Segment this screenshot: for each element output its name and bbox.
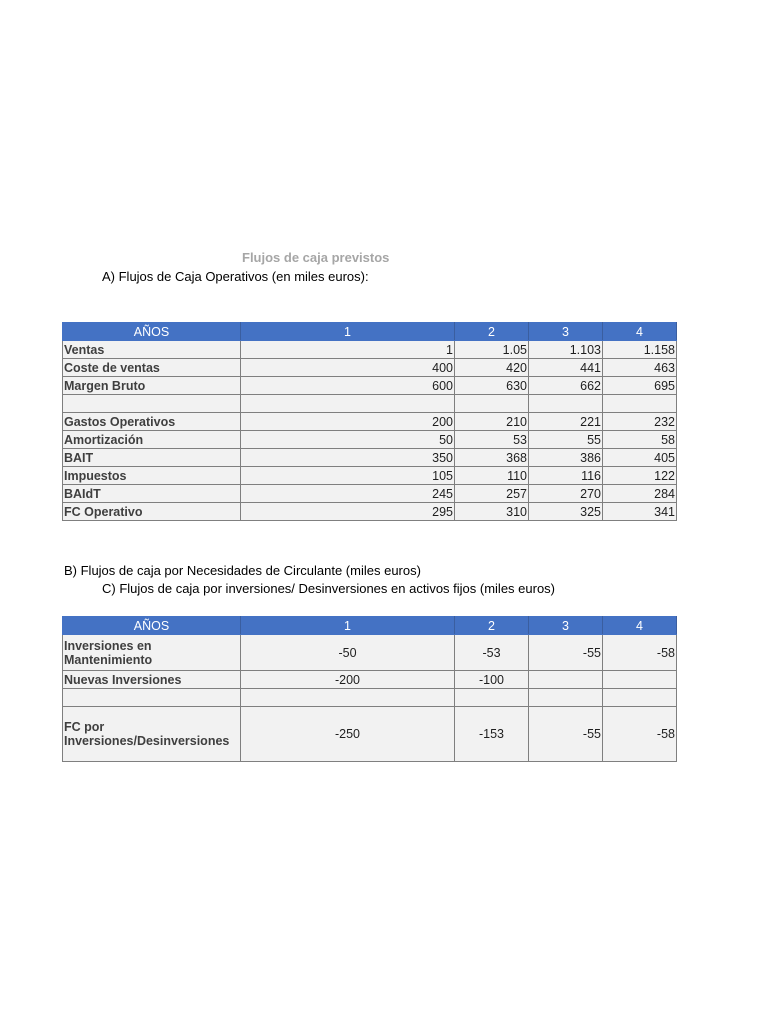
table-cell: -200 [241, 671, 455, 689]
table-cell [603, 671, 677, 689]
table-cell: -250 [241, 707, 455, 762]
table-row [63, 503, 677, 521]
table-cell: 58 [603, 431, 677, 449]
table-cell [603, 395, 677, 413]
row-label: BAIdT [63, 485, 241, 503]
table-cell: 116 [529, 467, 603, 485]
table-cell: 341 [603, 503, 677, 521]
section-c-heading: C) Flujos de caja por inversiones/ Desinversiones en activos fijos (miles euros) [102, 581, 556, 596]
section-b-heading: B) Flujos de caja por Necesidades de Circulante (miles euros) [64, 563, 421, 578]
row-label: Nuevas Inversiones [63, 671, 241, 689]
table-cell: -55 [529, 635, 603, 671]
table-cell [455, 395, 529, 413]
table-cell: 630 [455, 377, 529, 395]
table-row [63, 707, 677, 762]
header-cell: 4 [603, 323, 677, 341]
table-row [63, 377, 677, 395]
header-cell: 3 [529, 617, 603, 635]
row-label [63, 689, 241, 707]
table-cell [603, 689, 677, 707]
table-cell: -58 [603, 635, 677, 671]
table-row [63, 359, 677, 377]
table-cell: 420 [455, 359, 529, 377]
table-cell: 441 [529, 359, 603, 377]
row-label: FC por Inversiones/Desinversiones [63, 707, 241, 762]
table-cell: 310 [455, 503, 529, 521]
table-cell: 270 [529, 485, 603, 503]
page-title: Flujos de caja previstos [242, 250, 390, 265]
table-cell: 110 [455, 467, 529, 485]
table-cell: 245 [241, 485, 455, 503]
row-label: FC Operativo [63, 503, 241, 521]
row-label: Coste de ventas [63, 359, 241, 377]
table-cell: -153 [455, 707, 529, 762]
table-cell: 386 [529, 449, 603, 467]
table-cell: 295 [241, 503, 455, 521]
table-row [63, 467, 677, 485]
row-label: Amortización [63, 431, 241, 449]
table-row [63, 635, 677, 671]
operating-cash-flow-table [62, 322, 677, 521]
row-label: Gastos Operativos [63, 413, 241, 431]
row-label [63, 395, 241, 413]
table-row-empty [63, 395, 677, 413]
table-cell: 221 [529, 413, 603, 431]
table-row [63, 485, 677, 503]
table-cell [529, 689, 603, 707]
table-cell: -53 [455, 635, 529, 671]
table-cell: -100 [455, 671, 529, 689]
header-cell: AÑOS [63, 323, 241, 341]
table-cell: 55 [529, 431, 603, 449]
header-cell: 2 [455, 323, 529, 341]
table-cell: 53 [455, 431, 529, 449]
table-cell: 232 [603, 413, 677, 431]
section-a-heading: A) Flujos de Caja Operativos (en miles euros): [102, 269, 369, 284]
header-cell: AÑOS [63, 617, 241, 635]
table-cell: 463 [603, 359, 677, 377]
table-cell: 350 [241, 449, 455, 467]
row-label: Inversiones en Mantenimiento [63, 635, 241, 671]
table-cell: -55 [529, 707, 603, 762]
header-cell: 3 [529, 323, 603, 341]
table-cell: 210 [455, 413, 529, 431]
table-cell: 50 [241, 431, 455, 449]
table-cell: 325 [529, 503, 603, 521]
table-cell [455, 689, 529, 707]
table-cell: 1.158 [603, 341, 677, 359]
table-cell: 1 [241, 341, 455, 359]
header-cell: 4 [603, 617, 677, 635]
row-label: Margen Bruto [63, 377, 241, 395]
table-row [63, 671, 677, 689]
table-row [63, 449, 677, 467]
table-cell: 122 [603, 467, 677, 485]
header-cell: 1 [241, 323, 455, 341]
table-cell: 695 [603, 377, 677, 395]
table-row-empty [63, 689, 677, 707]
row-label: Impuestos [63, 467, 241, 485]
table-row [63, 341, 677, 359]
table-cell: 405 [603, 449, 677, 467]
table-cell: 662 [529, 377, 603, 395]
table-cell: -58 [603, 707, 677, 762]
table-cell: -50 [241, 635, 455, 671]
table-cell: 368 [455, 449, 529, 467]
table-cell: 200 [241, 413, 455, 431]
table-cell: 105 [241, 467, 455, 485]
header-cell: 2 [455, 617, 529, 635]
header-cell: 1 [241, 617, 455, 635]
table-header-row [63, 617, 677, 635]
table-row [63, 413, 677, 431]
table-cell: 257 [455, 485, 529, 503]
table-header-row [63, 323, 677, 341]
table-cell [241, 689, 455, 707]
investment-cash-flow-table [62, 616, 677, 762]
row-label: BAIT [63, 449, 241, 467]
table-cell: 600 [241, 377, 455, 395]
table-cell [529, 671, 603, 689]
table-cell: 1.103 [529, 341, 603, 359]
table-cell: 1.05 [455, 341, 529, 359]
table-row [63, 431, 677, 449]
table-cell [529, 395, 603, 413]
table-cell: 284 [603, 485, 677, 503]
table-cell: 400 [241, 359, 455, 377]
table-cell [241, 395, 455, 413]
row-label: Ventas [63, 341, 241, 359]
